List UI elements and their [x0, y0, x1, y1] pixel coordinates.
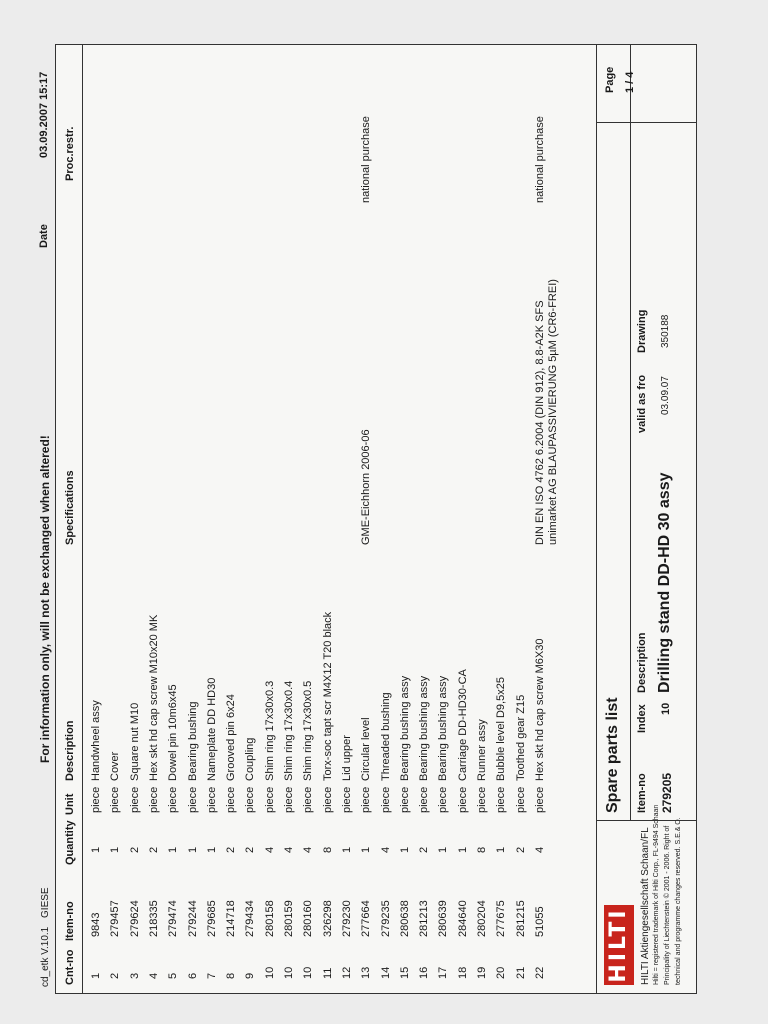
- cell-unit: piece: [398, 786, 411, 813]
- cell-specifications-line-2: unimarket AG BLAUPASSIVIERUNG 5µM (CR6-FREI): [546, 279, 559, 545]
- cell-item-no: 279685: [205, 900, 218, 937]
- cell-unit: piece: [418, 786, 431, 813]
- col-unit: Unit: [64, 793, 76, 815]
- cell-cnt-no: 19: [476, 966, 488, 979]
- cell-item-no: 281215: [514, 900, 527, 937]
- app-version: [40, 887, 51, 987]
- cell-quantity: 4: [283, 846, 295, 853]
- col-proc-restr: Proc.restr.: [64, 126, 76, 181]
- cell-proc-restr: national purchase: [360, 116, 373, 203]
- cell-quantity: 8: [321, 846, 334, 853]
- footer-description-label: Description: [636, 632, 648, 693]
- cell-unit: piece: [533, 786, 546, 813]
- cell-unit: piece: [495, 786, 508, 813]
- footer-description-value: Drilling stand DD-HD 30 assy: [656, 472, 673, 693]
- cell-quantity: 1: [495, 846, 508, 853]
- footer-divider: [596, 45, 597, 993]
- company-info: [640, 805, 684, 985]
- cell-description: Threaded bushing: [379, 692, 392, 781]
- footer-page-label: Page: [604, 66, 616, 93]
- cell-unit: piece: [205, 786, 218, 813]
- footer-valid-label: valid as fro: [636, 374, 648, 433]
- footer-vline: [596, 820, 696, 821]
- cell-cnt-no: 14: [379, 966, 392, 979]
- cell-description: Runner assy: [476, 719, 488, 781]
- cell-unit: piece: [340, 786, 353, 813]
- date-label: Date: [38, 224, 50, 248]
- cell-proc-restr: national purchase: [533, 116, 546, 203]
- cell-quantity: 4: [302, 846, 315, 853]
- cell-description: Bearing bushing assy: [437, 675, 450, 781]
- table-row: [129, 45, 148, 993]
- company-name: HILTI Aktiengesellschaft Schaan/FL: [640, 827, 651, 985]
- cell-item-no: 214718: [225, 900, 238, 937]
- cell-cnt-no: 9: [244, 972, 257, 979]
- cell-description: Carriage DD-HD30-CA: [456, 669, 469, 781]
- user-name: GIESE: [40, 887, 51, 918]
- cell-description: Nameplate DD HD30: [205, 677, 218, 781]
- cell-quantity: 2: [244, 846, 257, 853]
- cell-quantity: 1: [205, 846, 218, 853]
- cell-item-no: 279230: [340, 900, 353, 937]
- cell-unit: piece: [147, 786, 160, 813]
- cell-unit: piece: [321, 786, 334, 813]
- date-value: 03.09.2007 15:17: [38, 71, 50, 158]
- table-row: [148, 45, 167, 993]
- table-row: [380, 45, 399, 993]
- cell-quantity: 4: [379, 846, 392, 853]
- cell-unit: piece: [302, 786, 315, 813]
- cell-unit: piece: [437, 786, 450, 813]
- cell-unit: piece: [360, 786, 373, 813]
- cell-quantity: 1: [437, 846, 450, 853]
- cell-cnt-no: 20: [495, 966, 508, 979]
- cell-description: Shim ring 17x30x0.5: [302, 680, 315, 781]
- cell-cnt-no: 10: [283, 966, 295, 979]
- table-row: [360, 45, 379, 993]
- table-row: [225, 45, 244, 993]
- cell-unit: piece: [186, 786, 199, 813]
- table-row: [302, 45, 321, 993]
- cell-specifications: DIN EN ISO 4762 6.2004 (DIN 912), 8.8-A2K SFS: [533, 300, 546, 545]
- cell-description: Bearing bushing: [186, 701, 199, 781]
- col-cnt-no: Cnt-no: [64, 949, 76, 985]
- cell-cnt-no: 4: [147, 972, 160, 979]
- cell-cnt-no: 8: [225, 972, 238, 979]
- table-row: [495, 45, 514, 993]
- cell-quantity: 1: [186, 846, 199, 853]
- footer-page-value: 1 / 4: [624, 71, 636, 93]
- table-row: [437, 45, 456, 993]
- cell-item-no: 277664: [360, 900, 373, 937]
- cell-cnt-no: 1: [90, 972, 102, 979]
- cell-quantity: 1: [340, 846, 353, 853]
- footer-title-divider: [630, 45, 631, 821]
- cell-description: Shim ring 17x30x0.4: [283, 680, 295, 781]
- legal-line-3: technical and programme changes reserved. S.E.& O.: [675, 817, 682, 985]
- cell-description: Lid upper: [340, 735, 353, 781]
- cell-item-no: 277675: [495, 900, 508, 937]
- cell-description: Toothed gear Z15: [514, 694, 527, 781]
- legal-line-1: Hilti = registered trademark of Hilti Corp., FL-9494 Schaan: [653, 804, 660, 985]
- cell-cnt-no: 21: [514, 966, 527, 979]
- table-row: [90, 45, 109, 993]
- table-row: [418, 45, 437, 993]
- cell-quantity: 2: [147, 846, 160, 853]
- legal-line-2: Principality of Liechtenstein © 2001 - 2006. Right of: [664, 825, 671, 985]
- cell-item-no: 280158: [263, 900, 276, 937]
- cell-unit: piece: [167, 786, 180, 813]
- cell-cnt-no: 6: [186, 972, 199, 979]
- cell-cnt-no: 15: [398, 966, 411, 979]
- cell-item-no: 279235: [379, 900, 392, 937]
- footer-index-label: Index: [636, 704, 648, 733]
- cell-item-no: 279244: [186, 900, 199, 937]
- cell-cnt-no: 22: [533, 966, 546, 979]
- cell-unit: piece: [225, 786, 238, 813]
- col-quantity: Quantity: [64, 820, 76, 865]
- table-row: [187, 45, 206, 993]
- cell-description: Square nut M10: [128, 702, 141, 781]
- cell-description: Circular level: [360, 717, 373, 781]
- table-row: [341, 45, 360, 993]
- table-row: [533, 45, 559, 993]
- cell-description: Hex skt hd cap screw M6X30: [533, 638, 546, 781]
- cell-item-no: 279624: [128, 900, 141, 937]
- col-item-no: Item-no: [64, 901, 76, 941]
- cell-item-no: 326298: [321, 900, 334, 937]
- cell-cnt-no: 10: [302, 966, 315, 979]
- col-description: Description: [64, 720, 76, 781]
- footer-item-no-value: 279205: [660, 772, 674, 813]
- cell-item-no: 51055: [533, 906, 546, 937]
- cell-unit: piece: [379, 786, 392, 813]
- cell-quantity: 1: [90, 846, 102, 853]
- cell-item-no: 279474: [167, 900, 180, 937]
- cell-quantity: 2: [514, 846, 527, 853]
- cell-description: Bearing bushing assy: [398, 675, 411, 781]
- cell-cnt-no: 5: [167, 972, 180, 979]
- cell-unit: piece: [109, 786, 122, 813]
- cell-item-no: 280639: [437, 900, 450, 937]
- table-row: [244, 45, 263, 993]
- table-row: [476, 45, 495, 993]
- cell-description: Cover: [109, 751, 122, 781]
- header-divider: [82, 45, 83, 993]
- cell-quantity: 4: [263, 846, 276, 853]
- cell-quantity: 1: [109, 846, 122, 853]
- cell-item-no: 9843: [90, 912, 102, 937]
- cell-item-no: 279434: [244, 900, 257, 937]
- footer-item-no-label: Item-no: [636, 773, 648, 813]
- cell-quantity: 1: [167, 846, 180, 853]
- cell-description: Torx-soc tapt scr M4X12 T20 black: [321, 611, 334, 781]
- sheet-frame: [38, 44, 697, 994]
- cell-cnt-no: 17: [437, 966, 450, 979]
- table-row: [457, 45, 476, 993]
- cell-item-no: 280638: [398, 900, 411, 937]
- cell-description: Coupling: [244, 737, 257, 781]
- cell-item-no: 280159: [283, 900, 295, 937]
- cell-description: Grooved pin 6x24: [225, 694, 238, 781]
- cell-unit: piece: [263, 786, 276, 813]
- list-title: Spare parts list: [604, 697, 621, 813]
- cell-quantity: 8: [476, 846, 488, 853]
- cell-description: Handwheel assy: [90, 700, 102, 781]
- cell-cnt-no: 16: [418, 966, 431, 979]
- cell-description: Bearing bushing assy: [418, 675, 431, 781]
- footer-drawing-value: 350188: [660, 314, 671, 348]
- cell-description: Shim ring 17x30x0.3: [263, 680, 276, 781]
- table-row: [283, 45, 302, 993]
- cell-unit: piece: [244, 786, 257, 813]
- cell-cnt-no: 11: [321, 967, 334, 979]
- hilti-logo: HILTI: [604, 905, 634, 985]
- cell-unit: piece: [128, 786, 141, 813]
- table-row: [515, 45, 534, 993]
- cell-quantity: 4: [533, 846, 546, 853]
- table-row: [206, 45, 225, 993]
- cell-cnt-no: 12: [340, 966, 353, 979]
- cell-unit: piece: [90, 786, 102, 813]
- col-specifications: Specifications: [64, 470, 76, 545]
- cell-item-no: 284640: [456, 900, 469, 937]
- cell-item-no: 281213: [418, 900, 431, 937]
- cell-item-no: 218335: [147, 900, 160, 937]
- table-row: [399, 45, 418, 993]
- cell-quantity: 2: [225, 846, 238, 853]
- cell-cnt-no: 18: [456, 966, 469, 979]
- footer-index-value: 10: [660, 702, 672, 715]
- cell-quantity: 1: [456, 846, 469, 853]
- cell-description: Bubble level D9,5x25: [495, 677, 508, 781]
- table-row: [322, 45, 341, 993]
- cell-unit: piece: [456, 786, 469, 813]
- cell-quantity: 2: [128, 846, 141, 853]
- cell-description: Dowel pin 10m6x45: [167, 684, 180, 781]
- cell-item-no: 279457: [109, 900, 122, 937]
- footer-page-vline: [596, 122, 696, 123]
- cell-item-no: 280204: [476, 900, 488, 937]
- cell-specifications: GME-Eichhorn 2006-06: [360, 429, 373, 545]
- cell-unit: piece: [514, 786, 527, 813]
- footer-drawing-label: Drawing: [636, 309, 648, 353]
- cell-cnt-no: 13: [360, 966, 373, 979]
- cell-unit: piece: [283, 786, 295, 813]
- cell-quantity: 1: [360, 846, 373, 853]
- table-row: [109, 45, 128, 993]
- cell-quantity: 2: [418, 846, 431, 853]
- footer-valid-value: 03.09.07: [660, 376, 671, 415]
- cell-unit: piece: [476, 786, 488, 813]
- cell-item-no: 280160: [302, 900, 315, 937]
- notice-text: For information only, will not be exchanged when altered!: [38, 435, 52, 763]
- cell-cnt-no: 10: [263, 966, 276, 979]
- table-row: [167, 45, 186, 993]
- table-row: [264, 45, 283, 993]
- cell-cnt-no: 7: [205, 972, 218, 979]
- cell-cnt-no: 2: [109, 972, 122, 979]
- cell-cnt-no: 3: [128, 972, 141, 979]
- app-version-text: cd_etk V.10.1: [40, 926, 51, 987]
- cell-quantity: 1: [398, 846, 411, 853]
- cell-description: Hex skt hd cap screw M10x20 MK: [147, 614, 160, 781]
